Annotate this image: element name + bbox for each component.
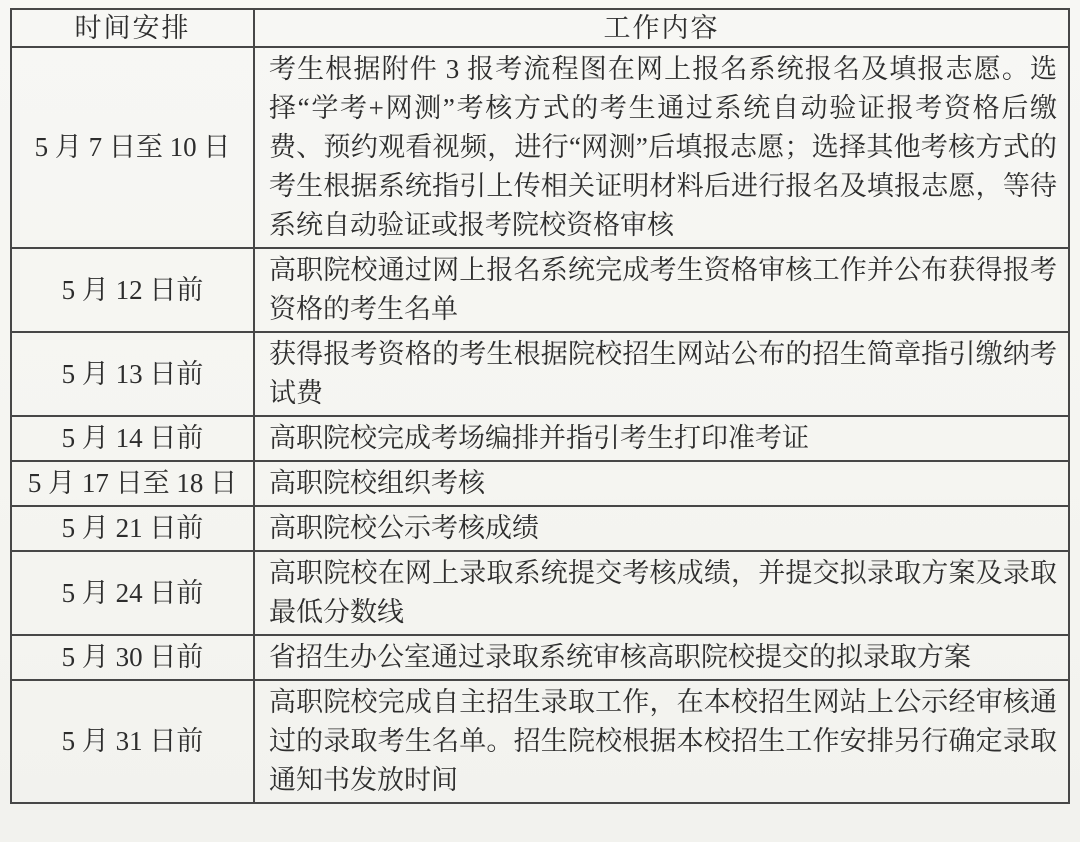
time-cell: 5 月 12 日前 [11, 248, 254, 332]
content-cell: 高职院校完成考场编排并指引考生打印准考证 [254, 416, 1069, 461]
table-row [11, 506, 1069, 551]
content-cell: 获得报考资格的考生根据院校招生网站公布的招生简章指引缴纳考试费 [254, 332, 1069, 416]
time-cell: 5 月 7 日至 10 日 [11, 47, 254, 248]
time-cell: 5 月 21 日前 [11, 506, 254, 551]
table-row [11, 248, 1069, 332]
time-cell: 5 月 31 日前 [11, 680, 254, 803]
table-row [11, 416, 1069, 461]
time-cell: 5 月 30 日前 [11, 635, 254, 680]
header-row [11, 9, 1069, 47]
time-cell: 5 月 17 日至 18 日 [11, 461, 254, 506]
table-row [11, 461, 1069, 506]
table-row [11, 47, 1069, 248]
content-cell: 高职院校在网上录取系统提交考核成绩，并提交拟录取方案及录取最低分数线 [254, 551, 1069, 635]
column-header-time: 时间安排 [11, 9, 254, 47]
table-row [11, 332, 1069, 416]
content-cell: 高职院校完成自主招生录取工作，在本校招生网站上公示经审核通过的录取考生名单。招生院校根据本校招生工作安排另行确定录取通知书发放时间 [254, 680, 1069, 803]
time-cell: 5 月 24 日前 [11, 551, 254, 635]
time-cell: 5 月 13 日前 [11, 332, 254, 416]
content-cell: 省招生办公室通过录取系统审核高职院校提交的拟录取方案 [254, 635, 1069, 680]
time-cell: 5 月 14 日前 [11, 416, 254, 461]
content-cell: 高职院校组织考核 [254, 461, 1069, 506]
content-cell: 高职院校通过网上报名系统完成考生资格审核工作并公布获得报考资格的考生名单 [254, 248, 1069, 332]
table-row [11, 680, 1069, 803]
content-cell: 考生根据附件 3 报考流程图在网上报名系统报名及填报志愿。选择“学考+网测”考核方式的考生通过系统自动验证报考资格后缴费、预约观看视频，进行“网测”后填报志愿；选择其他考核方式的考生根据系统指引上传相关证明材料后进行报名及填报志愿，等待系统自动验证或报考院校资格审核 [254, 47, 1069, 248]
content-cell: 高职院校公示考核成绩 [254, 506, 1069, 551]
table-row [11, 635, 1069, 680]
column-header-content: 工作内容 [254, 9, 1069, 47]
schedule-table [10, 8, 1070, 804]
table-row [11, 551, 1069, 635]
schedule-table-body [11, 47, 1069, 803]
